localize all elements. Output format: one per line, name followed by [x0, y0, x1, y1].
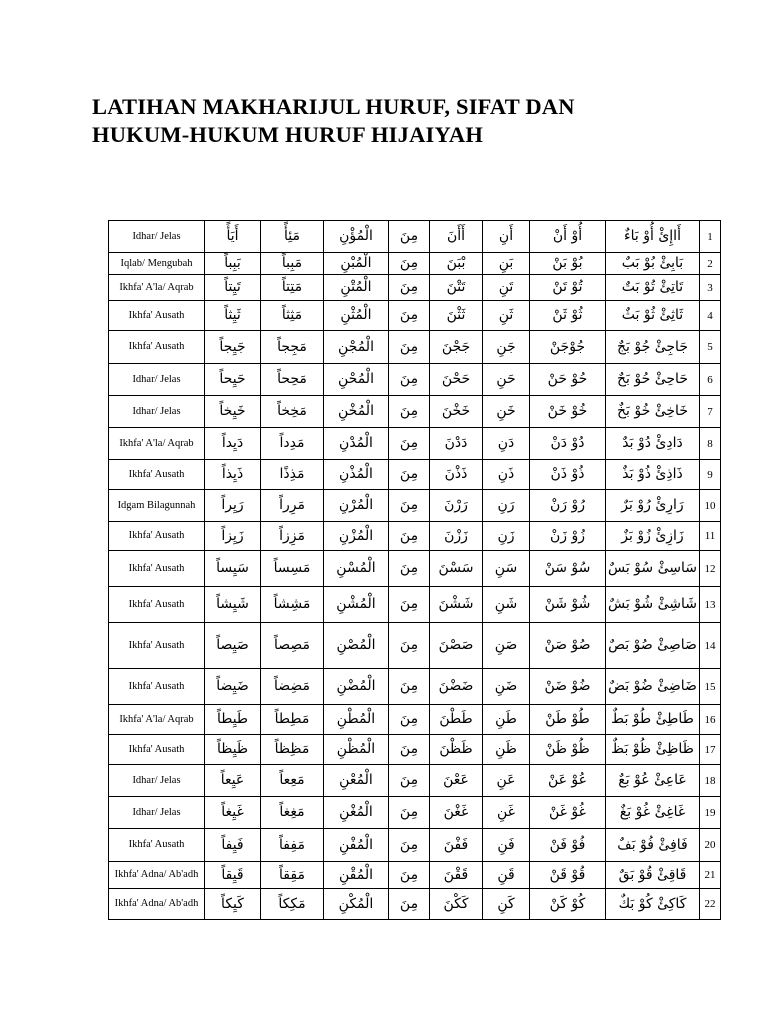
cell-pattern-3: الْمُذْنِ	[324, 460, 389, 490]
table-row	[109, 301, 721, 331]
cell-pattern-3: الْمُظْنِ	[324, 735, 389, 765]
table-row	[109, 587, 721, 623]
cell-pattern-2: مَدِداً	[261, 428, 324, 460]
cell-pattern-1: ثَيِثاً	[205, 301, 261, 331]
hukum-label: Ikhfa' Ausath	[109, 623, 205, 669]
cell-pattern-3: الْمُتْنِ	[324, 275, 389, 301]
cell-pattern-3: الْمُبْنِ	[324, 253, 389, 275]
cell-pattern-4: مِنَ	[389, 428, 430, 460]
cell-pattern-4: مِنَ	[389, 275, 430, 301]
cell-pattern-4: مِنَ	[389, 623, 430, 669]
cell-pattern-1: فَيِفاً	[205, 829, 261, 862]
row-number: 8	[700, 428, 721, 460]
cell-pattern-1: ظَيِظاً	[205, 735, 261, 765]
cell-pattern-8: قَاقِئْ قُوْ بَقٌ	[606, 862, 700, 889]
cell-pattern-5: رَرْنَ	[430, 490, 483, 522]
hukum-label: Idhar/ Jelas	[109, 364, 205, 396]
cell-pattern-1: غَيِغاً	[205, 797, 261, 829]
row-number: 9	[700, 460, 721, 490]
table-row	[109, 623, 721, 669]
hukum-label: Ikhfa' Ausath	[109, 551, 205, 587]
cell-pattern-8: حَاحِئْ حُوْ بَحٌ	[606, 364, 700, 396]
cell-pattern-3: الْمُخْنِ	[324, 396, 389, 428]
row-number: 11	[700, 522, 721, 551]
row-number: 16	[700, 705, 721, 735]
cell-pattern-2: مَصِصاً	[261, 623, 324, 669]
hijaiyah-table	[108, 220, 721, 920]
cell-pattern-3: الْمُؤْنِ	[324, 221, 389, 253]
table-row	[109, 275, 721, 301]
cell-pattern-2: مَئِأً	[261, 221, 324, 253]
cell-pattern-3: الْمُضْنِ	[324, 669, 389, 705]
cell-pattern-8: طَاطِئْ طُوْ بَطٌ	[606, 705, 700, 735]
table-body	[109, 221, 721, 920]
hukum-label: Idhar/ Jelas	[109, 765, 205, 797]
hukum-label: Ikhfa' Ausath	[109, 587, 205, 623]
cell-pattern-8: كَاكِئْ كُوْ بَكٌ	[606, 889, 700, 920]
cell-pattern-3: الْمُعْنِ	[324, 765, 389, 797]
table-row	[109, 253, 721, 275]
hukum-label: Ikhfa' Ausath	[109, 669, 205, 705]
cell-pattern-5: سَسْنَ	[430, 551, 483, 587]
cell-pattern-5: أَأَنَ	[430, 221, 483, 253]
table-row	[109, 862, 721, 889]
cell-pattern-2: مَظِظاً	[261, 735, 324, 765]
cell-pattern-5: عَعْنَ	[430, 765, 483, 797]
table-row	[109, 490, 721, 522]
table-row	[109, 551, 721, 587]
cell-pattern-6: غَنِ	[483, 797, 530, 829]
cell-pattern-4: مِنَ	[389, 364, 430, 396]
table-row	[109, 797, 721, 829]
cell-pattern-4: مِنَ	[389, 460, 430, 490]
cell-pattern-8: دَادِئْ دُوْ بَدٌ	[606, 428, 700, 460]
cell-pattern-6: ضَنِ	[483, 669, 530, 705]
hukum-label: Idgam Bilagunnah	[109, 490, 205, 522]
cell-pattern-5: جَجْنَ	[430, 331, 483, 364]
cell-pattern-8: صَاصِئْ صُوْ بَصٌ	[606, 623, 700, 669]
cell-pattern-6: خَنِ	[483, 396, 530, 428]
table-row	[109, 364, 721, 396]
cell-pattern-2: مَقِقاً	[261, 862, 324, 889]
table-row	[109, 522, 721, 551]
cell-pattern-8: ذَاذِئْ ذُوْ بَذٌ	[606, 460, 700, 490]
cell-pattern-6: دَنِ	[483, 428, 530, 460]
cell-pattern-8: سَاسِئْ سُوْ بَسٌ	[606, 551, 700, 587]
row-number: 13	[700, 587, 721, 623]
hukum-label: Ikhfa' A'la/ Aqrab	[109, 428, 205, 460]
cell-pattern-1: قَيِقاً	[205, 862, 261, 889]
cell-pattern-4: مِنَ	[389, 587, 430, 623]
cell-pattern-4: مِنَ	[389, 735, 430, 765]
cell-pattern-6: طَنِ	[483, 705, 530, 735]
cell-pattern-7: ضُوْ ضَنْ	[530, 669, 606, 705]
cell-pattern-6: بَنِ	[483, 253, 530, 275]
row-number: 19	[700, 797, 721, 829]
cell-pattern-6: فَنِ	[483, 829, 530, 862]
table-row	[109, 221, 721, 253]
cell-pattern-6: جَنِ	[483, 331, 530, 364]
hukum-label: Ikhfa' Ausath	[109, 331, 205, 364]
cell-pattern-8: ضَاضِئْ ضُوْ بَضٌ	[606, 669, 700, 705]
cell-pattern-4: مِنَ	[389, 797, 430, 829]
cell-pattern-2: مَتِتاً	[261, 275, 324, 301]
row-number: 5	[700, 331, 721, 364]
table-row	[109, 669, 721, 705]
hukum-label: Ikhfa' Ausath	[109, 301, 205, 331]
cell-pattern-7: ظُوْ ظَنْ	[530, 735, 606, 765]
row-number: 2	[700, 253, 721, 275]
cell-pattern-7: حُوْ حَنْ	[530, 364, 606, 396]
cell-pattern-4: مِنَ	[389, 705, 430, 735]
cell-pattern-6: عَنِ	[483, 765, 530, 797]
page-title	[92, 93, 692, 149]
cell-pattern-1: زَيِزاً	[205, 522, 261, 551]
cell-pattern-7: أُوْ أَنْ	[530, 221, 606, 253]
cell-pattern-1: أَيَأً	[205, 221, 261, 253]
cell-pattern-6: ثَنِ	[483, 301, 530, 331]
table-row	[109, 460, 721, 490]
cell-pattern-5: بْبَنَ	[430, 253, 483, 275]
cell-pattern-3: الْمُغْنِ	[324, 797, 389, 829]
cell-pattern-4: مِنَ	[389, 669, 430, 705]
cell-pattern-5: خَخْنَ	[430, 396, 483, 428]
cell-pattern-5: شَشْنَ	[430, 587, 483, 623]
cell-pattern-2: مَبِباً	[261, 253, 324, 275]
cell-pattern-7: صُوْ صَنْ	[530, 623, 606, 669]
cell-pattern-6: صَنِ	[483, 623, 530, 669]
row-number: 10	[700, 490, 721, 522]
cell-pattern-5: ظَظْنَ	[430, 735, 483, 765]
cell-pattern-6: حَنِ	[483, 364, 530, 396]
cell-pattern-4: مِنَ	[389, 765, 430, 797]
hukum-label: Ikhfa' Adna/ Ab'adh	[109, 862, 205, 889]
cell-pattern-7: غُوْ غَنْ	[530, 797, 606, 829]
cell-pattern-2: مَسِساً	[261, 551, 324, 587]
hukum-label: Ikhfa' Ausath	[109, 460, 205, 490]
cell-pattern-8: شَاشِئْ شُوْ بَشٌ	[606, 587, 700, 623]
title-line-2: HUKUM-HUKUM HURUF HIJAIYAH	[92, 122, 484, 147]
cell-pattern-4: مِنَ	[389, 331, 430, 364]
cell-pattern-2: مَغِغاً	[261, 797, 324, 829]
cell-pattern-7: شُوْ شَنْ	[530, 587, 606, 623]
cell-pattern-6: قَنِ	[483, 862, 530, 889]
cell-pattern-1: جَيِجاً	[205, 331, 261, 364]
cell-pattern-2: مَضِضاً	[261, 669, 324, 705]
cell-pattern-8: رَارِئْ رُوْ بَرٌ	[606, 490, 700, 522]
hukum-label: Idhar/ Jelas	[109, 396, 205, 428]
hukum-label: Ikhfa' Adna/ Ab'adh	[109, 889, 205, 920]
cell-pattern-4: مِنَ	[389, 490, 430, 522]
cell-pattern-3: الْمُرْنِ	[324, 490, 389, 522]
table-row	[109, 765, 721, 797]
cell-pattern-3: الْمُزْنِ	[324, 522, 389, 551]
cell-pattern-4: مِنَ	[389, 889, 430, 920]
cell-pattern-7: عُوْ عَنْ	[530, 765, 606, 797]
cell-pattern-2: مَعِعاً	[261, 765, 324, 797]
cell-pattern-6: سَنِ	[483, 551, 530, 587]
cell-pattern-5: كَكْنَ	[430, 889, 483, 920]
cell-pattern-7: جُوْجَنْ	[530, 331, 606, 364]
cell-pattern-1: كَيِكاً	[205, 889, 261, 920]
cell-pattern-7: بُوْ بَنْ	[530, 253, 606, 275]
cell-pattern-7: طُوْ طَنْ	[530, 705, 606, 735]
cell-pattern-3: الْمُحْنِ	[324, 364, 389, 396]
cell-pattern-7: ثُوْ ثَنْ	[530, 301, 606, 331]
cell-pattern-5: ثَثْنَ	[430, 301, 483, 331]
cell-pattern-8: زَازِئْ زُوْ بَزٌ	[606, 522, 700, 551]
row-number: 4	[700, 301, 721, 331]
cell-pattern-2: مَزِزاً	[261, 522, 324, 551]
table-row	[109, 735, 721, 765]
cell-pattern-8: عَاعِئْ عُوْ بَعٌ	[606, 765, 700, 797]
cell-pattern-4: مِنَ	[389, 221, 430, 253]
cell-pattern-2: مَحِحاً	[261, 364, 324, 396]
row-number: 1	[700, 221, 721, 253]
cell-pattern-2: مَرِراً	[261, 490, 324, 522]
cell-pattern-5: تَتْنَ	[430, 275, 483, 301]
cell-pattern-8: أَاإِئْ أُوْ بَاءٌ	[606, 221, 700, 253]
hukum-label: Ikhfa' A'la/ Aqrab	[109, 275, 205, 301]
cell-pattern-1: رَيِراً	[205, 490, 261, 522]
cell-pattern-2: مَفِفاً	[261, 829, 324, 862]
cell-pattern-1: ضَيِضاً	[205, 669, 261, 705]
hukum-label: Idhar/ Jelas	[109, 221, 205, 253]
cell-pattern-5: دَدْنَ	[430, 428, 483, 460]
cell-pattern-7: زُوْ زَنْ	[530, 522, 606, 551]
cell-pattern-6: تَنِ	[483, 275, 530, 301]
cell-pattern-5: قَقْنَ	[430, 862, 483, 889]
row-number: 6	[700, 364, 721, 396]
cell-pattern-6: أَنِ	[483, 221, 530, 253]
cell-pattern-4: مِنَ	[389, 301, 430, 331]
row-number: 3	[700, 275, 721, 301]
cell-pattern-7: قُوْ قَنْ	[530, 862, 606, 889]
cell-pattern-3: الْمُسْنِ	[324, 551, 389, 587]
row-number: 22	[700, 889, 721, 920]
cell-pattern-5: طَطْنَ	[430, 705, 483, 735]
cell-pattern-3: الْمُجْنِ	[324, 331, 389, 364]
row-number: 20	[700, 829, 721, 862]
table-row	[109, 705, 721, 735]
cell-pattern-5: صَصْنَ	[430, 623, 483, 669]
cell-pattern-7: رُوْ رَنْ	[530, 490, 606, 522]
cell-pattern-3: الْمُشْنِ	[324, 587, 389, 623]
cell-pattern-7: كُوْ كَنْ	[530, 889, 606, 920]
cell-pattern-4: مِنَ	[389, 551, 430, 587]
cell-pattern-3: الْمُكْنِ	[324, 889, 389, 920]
cell-pattern-3: الْمُدْنِ	[324, 428, 389, 460]
cell-pattern-1: شَيِشاً	[205, 587, 261, 623]
row-number: 17	[700, 735, 721, 765]
cell-pattern-8: جَاجِئْ جُوْ بَجٌ	[606, 331, 700, 364]
cell-pattern-6: شَنِ	[483, 587, 530, 623]
cell-pattern-2: مَخِخاً	[261, 396, 324, 428]
cell-pattern-1: بَبِباً	[205, 253, 261, 275]
cell-pattern-1: ذَيِذاً	[205, 460, 261, 490]
cell-pattern-1: صَيِصاً	[205, 623, 261, 669]
cell-pattern-4: مِنَ	[389, 829, 430, 862]
cell-pattern-7: سُوْ سَنْ	[530, 551, 606, 587]
row-number: 7	[700, 396, 721, 428]
cell-pattern-1: عَيِعاً	[205, 765, 261, 797]
cell-pattern-1: سَيِساً	[205, 551, 261, 587]
table-row	[109, 829, 721, 862]
cell-pattern-5: غَغْنَ	[430, 797, 483, 829]
hukum-label: Iqlab/ Mengubah	[109, 253, 205, 275]
cell-pattern-7: دُوْ دَنْ	[530, 428, 606, 460]
cell-pattern-8: تَاتِئْ تُوْ بَتٌ	[606, 275, 700, 301]
hukum-label: Ikhfa' A'la/ Aqrab	[109, 705, 205, 735]
cell-pattern-2: مَكِكاً	[261, 889, 324, 920]
cell-pattern-5: حَحْنَ	[430, 364, 483, 396]
cell-pattern-5: زَزْنَ	[430, 522, 483, 551]
table-row	[109, 428, 721, 460]
cell-pattern-1: خَيِخاً	[205, 396, 261, 428]
cell-pattern-6: رَنِ	[483, 490, 530, 522]
cell-pattern-7: خُوْ خَنْ	[530, 396, 606, 428]
cell-pattern-3: الْمُطْنِ	[324, 705, 389, 735]
table-row	[109, 396, 721, 428]
table-row	[109, 331, 721, 364]
title-line-1: LATIHAN MAKHARIJUL HURUF, SIFAT DAN	[92, 94, 575, 119]
cell-pattern-1: طَيِطاً	[205, 705, 261, 735]
cell-pattern-7: فُوْ فَنْ	[530, 829, 606, 862]
row-number: 14	[700, 623, 721, 669]
cell-pattern-6: ظَنِ	[483, 735, 530, 765]
cell-pattern-4: مِنَ	[389, 253, 430, 275]
cell-pattern-1: تَيِتاً	[205, 275, 261, 301]
cell-pattern-5: ضَضْنَ	[430, 669, 483, 705]
cell-pattern-1: حَيِحاً	[205, 364, 261, 396]
cell-pattern-3: الْمُثْنِ	[324, 301, 389, 331]
cell-pattern-2: مَطِطاً	[261, 705, 324, 735]
hukum-label: Ikhfa' Ausath	[109, 829, 205, 862]
cell-pattern-8: بَابِئْ بُوْ بَبٌ	[606, 253, 700, 275]
cell-pattern-3: الْمُفْنِ	[324, 829, 389, 862]
cell-pattern-8: غَاغِئْ غُوْ بَغٌ	[606, 797, 700, 829]
cell-pattern-3: الْمُقْنِ	[324, 862, 389, 889]
hukum-label: Idhar/ Jelas	[109, 797, 205, 829]
cell-pattern-7: ذُوْ ذَنْ	[530, 460, 606, 490]
cell-pattern-2: مَذِذًا	[261, 460, 324, 490]
row-number: 18	[700, 765, 721, 797]
row-number: 21	[700, 862, 721, 889]
cell-pattern-6: ذَنِ	[483, 460, 530, 490]
cell-pattern-4: مِنَ	[389, 522, 430, 551]
cell-pattern-2: مَثِثاً	[261, 301, 324, 331]
cell-pattern-6: زَنِ	[483, 522, 530, 551]
hukum-label: Ikhfa' Ausath	[109, 522, 205, 551]
hukum-label: Ikhfa' Ausath	[109, 735, 205, 765]
cell-pattern-2: مَجِجاً	[261, 331, 324, 364]
cell-pattern-2: مَشِشاً	[261, 587, 324, 623]
cell-pattern-7: تُوْ تَنْ	[530, 275, 606, 301]
row-number: 12	[700, 551, 721, 587]
cell-pattern-8: فَافِئْ فُوْ بَفٌ	[606, 829, 700, 862]
cell-pattern-6: كَنِ	[483, 889, 530, 920]
cell-pattern-1: دَيِداً	[205, 428, 261, 460]
cell-pattern-4: مِنَ	[389, 396, 430, 428]
cell-pattern-8: خَاخِئْ خُوْ بَخٌ	[606, 396, 700, 428]
cell-pattern-3: الْمُصْنِ	[324, 623, 389, 669]
cell-pattern-5: فَفْنَ	[430, 829, 483, 862]
row-number: 15	[700, 669, 721, 705]
cell-pattern-8: ظَاظِئْ ظُوْ بَظٌ	[606, 735, 700, 765]
table-row	[109, 889, 721, 920]
cell-pattern-8: ثَاثِئْ ثُوْ بَثٌ	[606, 301, 700, 331]
cell-pattern-4: مِنَ	[389, 862, 430, 889]
cell-pattern-5: ذَذْنَ	[430, 460, 483, 490]
